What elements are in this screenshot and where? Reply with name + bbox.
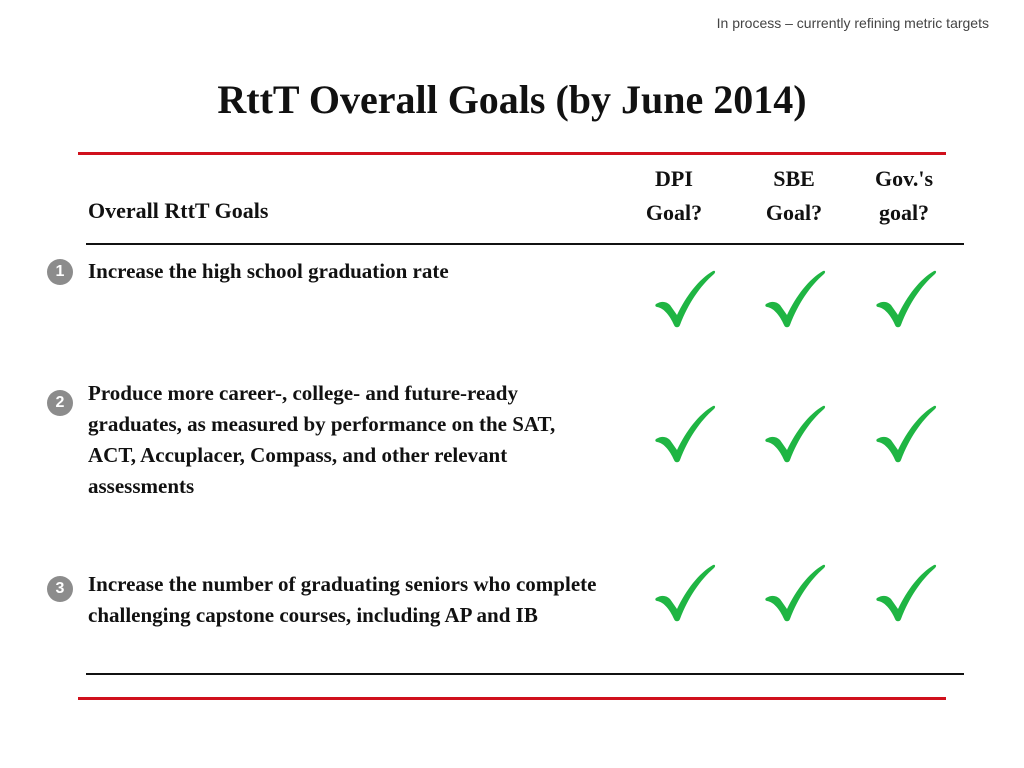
column-header-sbe-line1: SBE — [773, 166, 815, 191]
column-header-sbe — [739, 162, 849, 230]
header-divider — [86, 243, 964, 245]
row-3-number-badge: 3 — [47, 576, 73, 602]
row-1-goal-text: Increase the high school graduation rate — [88, 259, 449, 283]
row-3-gov-check-icon — [873, 562, 939, 628]
column-header-dpi — [619, 162, 729, 230]
row-3-dpi-check-icon — [652, 562, 718, 628]
row-2-goal-text: Produce more career-, college- and future-ready graduates, as measured by performance on the SAT, ACT, Accuplacer, Compass, and other relevant assessments — [88, 381, 556, 498]
column-header-gov — [849, 162, 959, 230]
top-accent-rule — [78, 152, 946, 155]
row-2-dpi-check-icon — [652, 403, 718, 469]
column-header-dpi-line2: Goal? — [645, 200, 703, 225]
row-2-sbe-check-icon — [762, 403, 828, 469]
bottom-accent-rule — [78, 697, 946, 700]
column-header-sbe-line2: Goal? — [765, 200, 823, 225]
column-header-gov-line1: Gov.'s — [874, 166, 934, 191]
row-1-gov-check-icon — [873, 268, 939, 334]
row-1-sbe-check-icon — [762, 268, 828, 334]
row-1-dpi-check-icon — [652, 268, 718, 334]
column-header-goals: Overall RttT Goals — [88, 198, 269, 223]
row-3-goal-text: Increase the number of graduating seniors who complete challenging capstone courses, including AP and IB — [88, 572, 597, 627]
column-header-gov-line2: goal? — [878, 200, 930, 225]
status-note: In process – currently refining metric targets — [716, 15, 989, 31]
row-1-number-badge: 1 — [47, 259, 73, 285]
row-3-sbe-check-icon — [762, 562, 828, 628]
row-2-number-badge: 2 — [47, 390, 73, 416]
column-header-dpi-line1: DPI — [655, 166, 693, 191]
table-bottom-rule — [86, 673, 964, 675]
page-title: RttT Overall Goals (by June 2014) — [217, 77, 807, 122]
row-2-gov-check-icon — [873, 403, 939, 469]
